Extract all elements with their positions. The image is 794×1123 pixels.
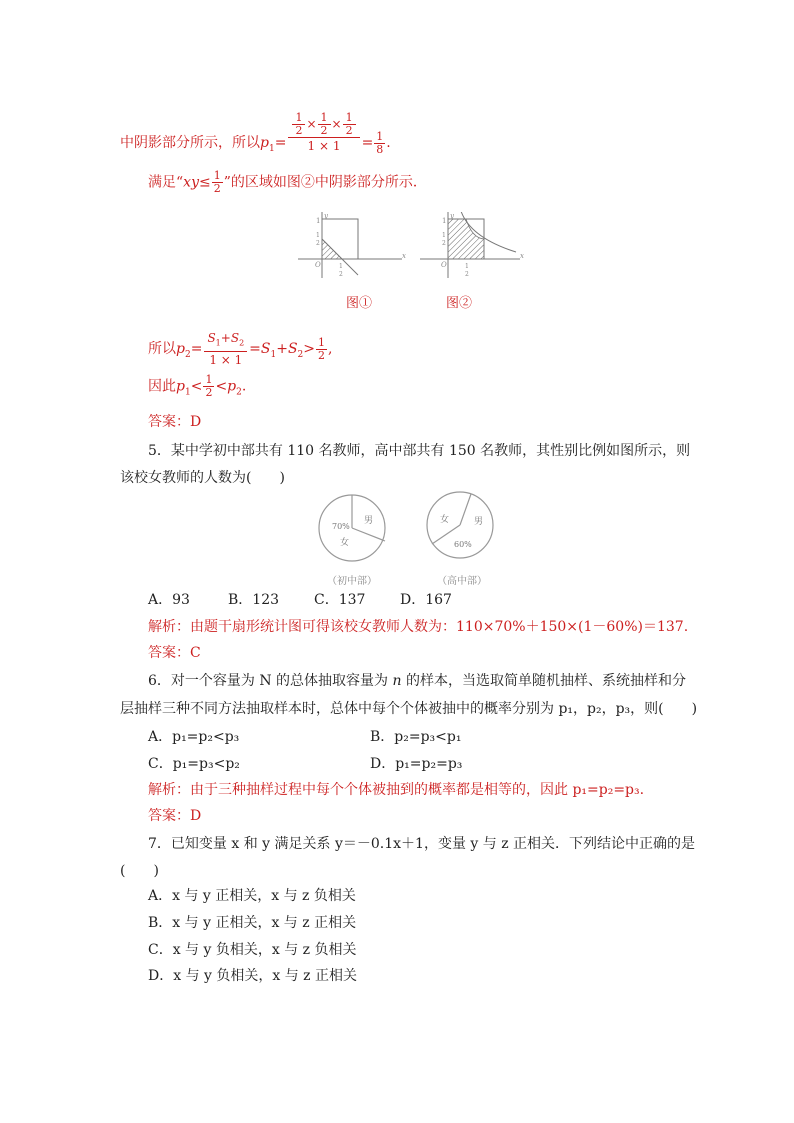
- q7-option-d: D．x 与 y 负相关，x 与 z 正相关: [148, 968, 358, 984]
- p1-fraction: $\frac{1}{2}$ × $\frac{1}{2}$ × $\frac{1}{2}$ 1 × 1: [288, 112, 359, 154]
- q6-answer: 答案：D: [148, 808, 202, 824]
- x-axis-label: x: [402, 252, 406, 260]
- svg-text:1: 1: [442, 232, 446, 239]
- origin-label: O: [315, 261, 321, 269]
- pie-caption-senior: （高中部）: [437, 576, 487, 587]
- prev-solution-line-4: 因此$p_1<$ $\frac{1}{2}$ $<p_2$.: [148, 373, 247, 399]
- pie-chart-senior: [420, 484, 500, 564]
- q7-stem-line-2: ( ): [120, 863, 159, 879]
- prev-solution-line-3: 所以$p_2=$ $\frac{S_1+S_2}{1 \times 1}$ $=S_1+S_2>$ $\frac{1}{2}$ ,: [148, 331, 333, 368]
- prev-answer: 答案：D: [148, 414, 202, 430]
- q7-option-c: C．x 与 y 负相关，x 与 z 负相关: [148, 942, 357, 958]
- svg-text:1: 1: [316, 232, 320, 239]
- svg-text:O: O: [441, 261, 447, 269]
- q6-option-d: D．p₁=p₂=p₃: [370, 756, 463, 772]
- senior-pct-label: 60%: [454, 540, 472, 549]
- junior-male-label: 男: [364, 516, 374, 526]
- q5-answer: 答案：C: [148, 645, 201, 661]
- p1-result: $\frac{1}{8}$: [376, 129, 384, 156]
- svg-text:2: 2: [465, 271, 469, 278]
- svg-text:y: y: [450, 212, 454, 220]
- q5-option-b: B．123: [228, 592, 280, 608]
- figure-2-caption: 图②: [446, 296, 473, 311]
- q6-stem-line-1: 6．对一个容量为 N 的总体抽取容量为 n 的样本，当选取简单随机抽样、系统抽样和分: [148, 673, 686, 689]
- q5-stem-line-2: 该校女教师的人数为( ): [120, 470, 285, 486]
- q5-option-d: D．167: [400, 592, 452, 608]
- senior-female-label: 女: [440, 515, 450, 525]
- svg-text:x: x: [520, 252, 524, 260]
- pie-caption-junior: （初中部）: [327, 576, 377, 587]
- prev-solution-line-2: 满足“xy≤ $\frac{1}{2}$ ”的区域如图②中阴影部分所示．: [148, 169, 427, 195]
- svg-text:2: 2: [316, 240, 320, 247]
- q6-option-c: C．p₁=p₃<p₂: [148, 756, 240, 772]
- q6-analysis: 解析：由于三种抽样过程中每个个体被抽到的概率都是相等的，因此 p₁=p₂=p₃.: [148, 782, 645, 798]
- svg-text:2: 2: [442, 240, 446, 247]
- q5-stem-line-1: 5．某中学初中部共有 110 名教师，高中部共有 150 名教师，其性别比例如图所示，则: [148, 443, 691, 459]
- tick-one-label: 1: [316, 217, 321, 225]
- q6-option-a: A．p₁=p₂<p₃: [148, 729, 240, 745]
- senior-male-label: 男: [474, 517, 484, 527]
- p2-fraction: $\frac{S_1+S_2}{1 \times 1}$: [204, 330, 247, 368]
- q6-option-b: B．p₂=p₃<p₁: [370, 729, 462, 745]
- q6-stem-line-2: 层抽样三种不同方法抽取样本时，总体中每个个体被抽中的概率分别为 p₁，p₂，p₃，则( ): [120, 701, 698, 717]
- q5-option-c: C．137: [314, 592, 366, 608]
- prev-solution-text: 中阴影部分所示，所以: [120, 135, 260, 151]
- q7-stem-line-1: 7．已知变量 x 和 y 满足关系 y＝－0.1x＋1，变量 y 与 z 正相关．下列结论中正确的是: [148, 836, 696, 852]
- q5-option-a: A．93: [148, 592, 190, 608]
- junior-female-pct: 70%: [332, 522, 350, 531]
- q7-option-a: A．x 与 y 正相关，x 与 z 负相关: [148, 888, 356, 904]
- prev-solution-line-1: 中阴影部分所示，所以$p_1=$ $\frac{1}{2}$ × $\frac{1}{2}$ × $\frac{1}{2}$ 1 × 1 = $\frac{1}{8}$ .: [120, 111, 391, 156]
- figure-1-caption: 图①: [346, 296, 373, 311]
- region-figure-1: [298, 212, 408, 282]
- pie-chart-junior: [312, 491, 392, 571]
- svg-text:2: 2: [339, 271, 343, 278]
- region-figure-2: [420, 212, 530, 282]
- junior-female-label: 女: [340, 538, 350, 548]
- svg-text:1: 1: [465, 263, 469, 270]
- q7-option-b: B．x 与 y 正相关，x 与 z 正相关: [148, 915, 357, 931]
- y-axis-label: y: [324, 212, 328, 220]
- svg-text:1: 1: [339, 263, 343, 270]
- svg-text:1: 1: [442, 217, 447, 225]
- q5-analysis: 解析：由题干扇形统计图可得该校女教师人数为：110×70%＋150×(1－60%)＝137.: [148, 619, 689, 635]
